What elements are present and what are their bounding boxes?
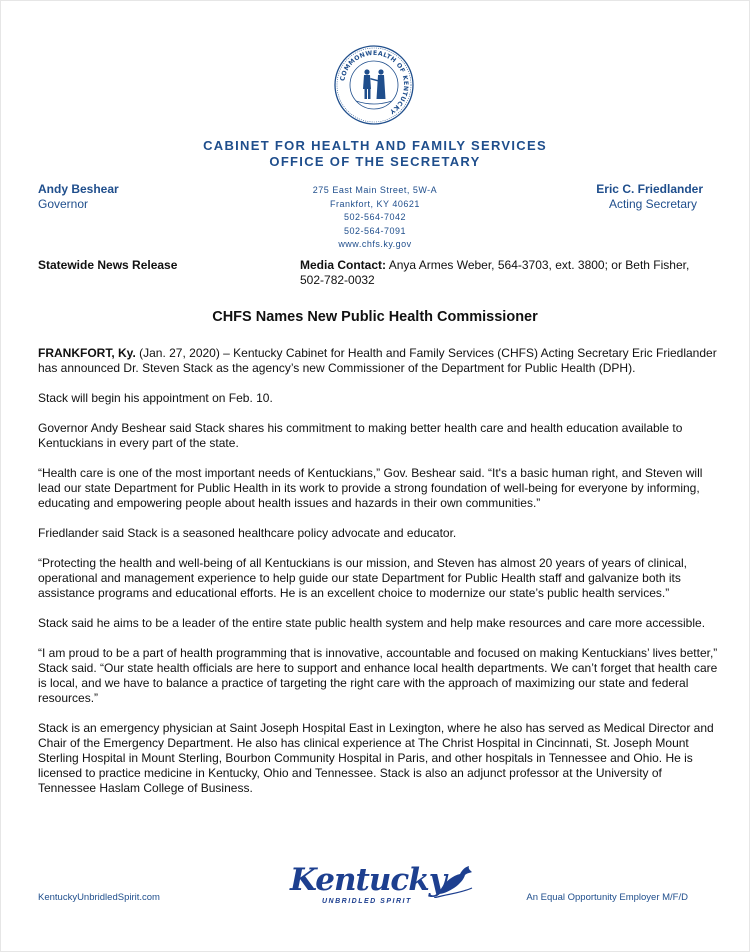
address-phone: 502-564-7042 bbox=[343, 212, 407, 222]
address-city: Frankfort, KY 40621 bbox=[330, 198, 420, 209]
press-release-body bbox=[38, 346, 718, 811]
dateline: FRANKFORT, Ky. bbox=[38, 346, 136, 360]
paragraph-6: “Protecting the health and well-being of all Kentuckians is our mission, and Steven has almost 20 years of years of clinical, operational and management experience to help guide our state Department for Public Health staff and galvanize both its assistance programs and educational efforts. He is an excellent choice to modernize our state’s public health services.” bbox=[38, 556, 688, 600]
release-label: Statewide News Release bbox=[38, 258, 178, 272]
secretary-name: Eric C. Friedlander bbox=[596, 182, 703, 196]
footer-website-link[interactable]: KentuckyUnbridledSpirit.com bbox=[38, 892, 160, 903]
paragraph-1-text: (Jan. 27, 2020) – Kentucky Cabinet for Health and Family Services (CHFS) Acting Secretary Eric Friedlander has announced Dr. Steven Stack as the agency’s new Commissioner of the Department for Public Health (DPH). bbox=[38, 346, 717, 375]
media-contact-text: Anya Armes Weber, 564-3703, ext. 3800; or Beth Fisher, 502-782-0032 bbox=[300, 258, 690, 287]
kentucky-logo bbox=[286, 862, 476, 912]
governor-block bbox=[38, 182, 119, 212]
headline: CHFS Names New Public Health Commissioner bbox=[212, 309, 538, 325]
kentucky-seal-icon bbox=[334, 45, 414, 125]
kentucky-logo-tagline: UNBRIDLED SPIRIT bbox=[322, 898, 412, 905]
address-fax: 502-564-7091 bbox=[343, 225, 407, 236]
secretary-block bbox=[596, 182, 703, 212]
office-title: OFFICE OF THE SECRETARY bbox=[269, 154, 481, 169]
paragraph-8: “I am proud to be a part of health programming that is innovative, accountable and focused on making Kentuckians’ lives better,” Stack said. “Our state health officials are here to support and enhance local health departments. We can’t forget that health care is local, and we have to balance a practice of targeting the right care with the approach of maximizing our state and federal resources.” bbox=[38, 646, 718, 705]
paragraph-1 bbox=[38, 346, 718, 376]
paragraph-4: “Health care is one of the most important needs of Kentuckians,” Gov. Beshear said. “It's a basic human right, and Steven will lead our state Department for Public Health in its work to provide a strong foundation of well-being for everyone by informing, educating and empowering people about health issues and hazards in their own communities.” bbox=[38, 466, 703, 510]
paragraph-3: Governor Andy Beshear said Stack shares his commitment to making better health care and health education available to Kentuckians in every part of the state. bbox=[38, 421, 683, 450]
equal-opportunity-text: An Equal Opportunity Employer M/F/D bbox=[526, 892, 688, 903]
paragraph-2: Stack will begin his appointment on Feb. 10. bbox=[38, 391, 273, 405]
media-contact-label: Media Contact: bbox=[300, 258, 387, 272]
paragraph-7: Stack said he aims to be a leader of the entire state public health system and help make resources and care more accessible. bbox=[38, 616, 706, 630]
address-block bbox=[250, 184, 500, 252]
secretary-role: Acting Secretary bbox=[608, 197, 697, 211]
governor-name: Andy Beshear bbox=[38, 182, 119, 196]
seal-text: COMMONWEALTH OF KENTUCKY bbox=[339, 49, 410, 116]
governor-role: Governor bbox=[38, 197, 89, 211]
paragraph-5: Friedlander said Stack is a seasoned healthcare policy advocate and educator. bbox=[38, 526, 457, 540]
horse-icon bbox=[434, 864, 474, 898]
media-contact bbox=[300, 258, 700, 288]
cabinet-title: CABINET FOR HEALTH AND FAMILY SERVICES bbox=[203, 138, 547, 153]
svg-text:COMMONWEALTH OF KENTUCKY bbox=[339, 50, 409, 115]
address-website-link[interactable]: www.chfs.ky.gov bbox=[338, 239, 412, 249]
address-street: 275 East Main Street, 5W-A bbox=[312, 185, 438, 195]
kentucky-logo-word: Kentucky bbox=[290, 862, 446, 898]
paragraph-9: Stack is an emergency physician at Saint Joseph Hospital East in Lexington, where he also has served as Medical Director and Chair of the Emergency Department. He also has clinical experience at The Christ Hospital in Cincinnati, St. Joseph Mount Sterling Hospital in Mount Sterling, Bourbon Community Hospital in Paris, and other hospitals in Tennessee and Ohio. He is licensed to practice medicine in Kentucky, Ohio and Tennessee. Stack is also an adjunct professor at the University of Tennessee Haslam College of Business. bbox=[38, 721, 714, 795]
